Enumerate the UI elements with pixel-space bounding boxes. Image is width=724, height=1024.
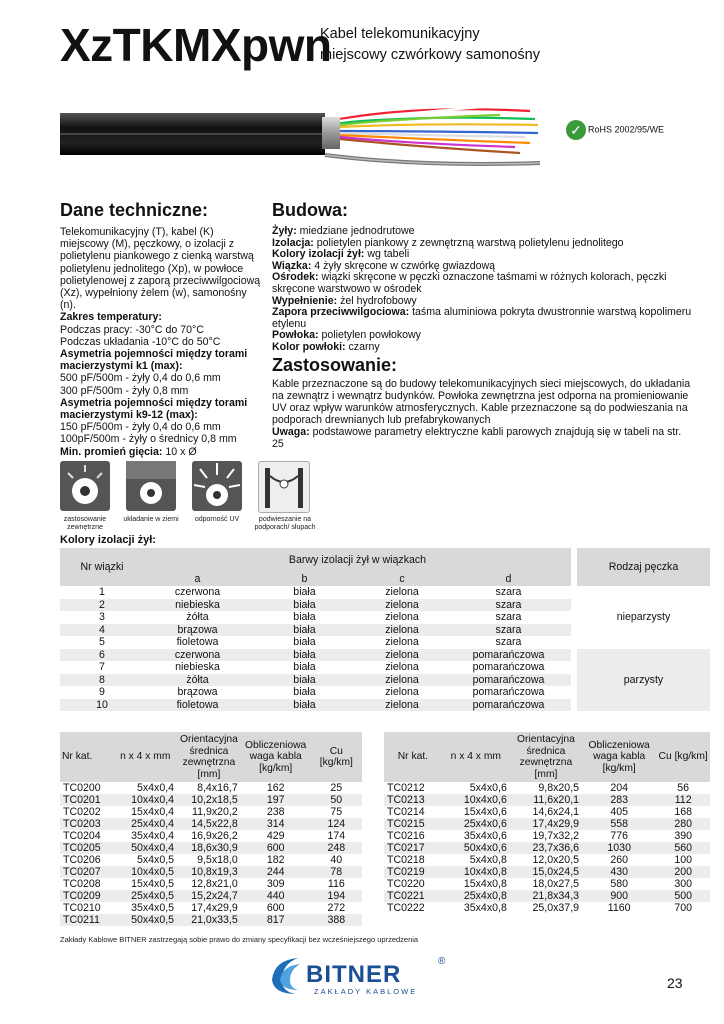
- cell-cu: 75: [330, 806, 343, 818]
- table-row: [384, 866, 710, 878]
- icon-caption: układanie w ziemi: [123, 516, 179, 523]
- header-diameter: Orientacyjna średnica zewnętrzna [mm]: [510, 732, 582, 782]
- cell-nr-kat: TC0219: [384, 866, 442, 878]
- cell-weight: 182: [266, 854, 285, 866]
- header-diameter: Orientacyjna średnica zewnętrzna [mm]: [177, 732, 241, 782]
- header-nr-kat: Nr kat.: [384, 732, 442, 782]
- cell-diameter: 15,0x24,5: [510, 866, 582, 878]
- table-row: [60, 830, 362, 842]
- pole-suspension-icon: [258, 461, 310, 513]
- dane-line: 500 pF/500m - żyły 0,4 do 0,6 mm: [60, 372, 221, 385]
- cell-diameter: 12,8x21,0: [191, 878, 238, 890]
- cell-size: 35x4x0,4: [131, 830, 175, 842]
- cell-cu: 200: [656, 866, 710, 878]
- budowa-text: [272, 226, 692, 354]
- cell-weight: 238: [266, 806, 285, 818]
- header-col-c: c: [358, 573, 446, 586]
- table-row: [60, 902, 362, 914]
- cell-size: 25x4x0,8: [442, 890, 510, 902]
- cell-nr-kat: TC0200: [63, 782, 101, 794]
- budowa-line: Kolor powłoki: czarny: [272, 340, 380, 353]
- budowa-line: Powłoka: polietylen powłokowy: [272, 329, 421, 342]
- cell-cu: 390: [674, 830, 692, 842]
- cell-weight: 309: [266, 878, 285, 890]
- cell-nr-kat: TC0205: [60, 842, 113, 854]
- cell-weight: 283: [582, 794, 656, 806]
- table-row: 7 niebieska biała zielona pomarańczowa: [99, 661, 545, 673]
- table-row: [60, 806, 362, 818]
- colors-table: [60, 548, 710, 711]
- budowa-line: Żyły: miedziane jednodrutowe: [272, 225, 415, 237]
- cell-size: 10x4x0,6: [442, 794, 510, 806]
- spec-table-left: [60, 732, 362, 926]
- header-barwy: Barwy izolacji żył w wiązkach: [144, 548, 571, 573]
- dane-line: Min. promień gięcia: 10 x Ø: [60, 445, 197, 458]
- table-row: 5 fioletowa biała zielona szara: [99, 636, 522, 648]
- table-row: [384, 830, 710, 842]
- cell-cu: 280: [656, 818, 710, 830]
- spec-table-right: [384, 732, 710, 914]
- cell-diameter: 15,2x24,7: [177, 890, 241, 902]
- table-header-row: [60, 732, 362, 782]
- header-cu: Cu [kg/km]: [311, 732, 362, 782]
- bitner-logo: [268, 950, 458, 1000]
- cell-size: 35x4x0,5: [131, 902, 175, 914]
- cell-size: 10x4x0,8: [442, 866, 510, 878]
- cell-diameter: 25,0x37,9: [532, 902, 580, 914]
- table-row: [384, 818, 710, 830]
- cell-nr-kat: TC0222: [387, 902, 425, 914]
- cell-nr-kat: TC0221: [384, 890, 442, 902]
- table-row: 9 brązowa biała zielona pomarańczowa: [99, 686, 545, 698]
- budowa-heading: Budowa:: [272, 200, 348, 220]
- table-row: 10 fioletowa biała zielona pomarańczowa: [60, 699, 710, 712]
- header-rodzaj: Rodzaj pęczka: [577, 548, 710, 586]
- cell-size: 15x4x0,6: [463, 806, 507, 818]
- cell-weight: 314: [241, 818, 311, 830]
- table-row: [60, 782, 362, 794]
- cell-cu: 56: [677, 782, 690, 794]
- cell-diameter: 10,2x18,5: [177, 794, 241, 806]
- cell-size: 5x4x0,5: [136, 854, 175, 866]
- cell-nr-kat: TC0218: [387, 854, 425, 866]
- dane-line: Zakres temperatury:: [60, 311, 162, 324]
- cell-nr-kat: TC0209: [60, 890, 113, 902]
- zastosowanie-text: [272, 378, 692, 450]
- table-row: 3 żółta biała zielona szara: [99, 611, 522, 623]
- table-row: [60, 890, 362, 902]
- cell-diameter: 9,8x20,5: [538, 782, 580, 794]
- cell-weight: 900: [582, 890, 656, 902]
- cell-size: 15x4x0,4: [131, 806, 175, 818]
- cell-size: 25x4x0,6: [442, 818, 510, 830]
- budowa-line: Ośrodek: wiązki skręcone w pęczki oznaczone taśmami w różnych kolorach, pęczki skręcone warstwowo w ośrodek: [272, 271, 667, 295]
- logo-registered: ®: [438, 956, 446, 967]
- cell-diameter: 19,7x32,2: [532, 830, 580, 842]
- cell-size: 10x4x0,4: [113, 794, 177, 806]
- cell-diameter: 14,6x24,1: [532, 806, 580, 818]
- group-parzysty: parzysty: [577, 649, 710, 712]
- cell-cu: 560: [656, 842, 710, 854]
- cell-cu: 40: [330, 854, 343, 866]
- cell-cu: 500: [656, 890, 710, 902]
- footnote: Zakłady Kablowe BITNER zastrzegają sobie prawo do zmiany specyfikacji bez wcześniejszego uprzedzenia: [60, 935, 419, 944]
- cell-cu: 194: [311, 890, 362, 902]
- uwaga-line: Uwaga: podstawowe parametry elektryczne kabli parowych znajdują się w tabeli na str. 25: [272, 426, 682, 450]
- cell-diameter: 16,9x26,2: [191, 830, 238, 842]
- cell-weight: 405: [610, 806, 629, 818]
- dane-line: Asymetria pojemności między torami macierzystymi k1 (max):: [60, 348, 248, 373]
- product-title: XzTKMXpwn: [60, 19, 332, 71]
- budowa-line: Izolacja: polietylen piankowy z zewnętrzną warstwą polietylenu jednolitego: [272, 236, 624, 249]
- header-col-d: d: [446, 573, 571, 586]
- cell-weight: 162: [266, 782, 285, 794]
- cell-cu: 50: [311, 794, 362, 806]
- cell-weight: 817: [241, 914, 311, 926]
- table-row: [384, 842, 710, 854]
- cell-nr-kat: TC0203: [60, 818, 113, 830]
- cell-nr-kat: TC0201: [60, 794, 113, 806]
- cell-diameter: 12,0x20,5: [532, 854, 580, 866]
- table-header-row: [60, 548, 710, 573]
- table-row: [384, 794, 710, 806]
- outdoor-use-icon: [60, 461, 110, 511]
- cell-diameter: 8,4x16,7: [197, 782, 238, 794]
- cell-cu: 112: [656, 794, 710, 806]
- cell-cu: 174: [327, 830, 346, 842]
- cell-size: 5x4x0,8: [469, 854, 507, 866]
- zastosowanie-heading: Zastosowanie:: [272, 355, 398, 375]
- cell-size: 35x4x0,6: [463, 830, 507, 842]
- cell-cu: 248: [311, 842, 362, 854]
- cell-weight: 580: [610, 878, 629, 890]
- table-row: [384, 782, 710, 794]
- subtitle-line-1: Kabel telekomunikacyjny: [320, 26, 480, 42]
- cable-photo: [60, 75, 540, 185]
- table-row: 1 czerwona biała zielona szara nieparzysty: [60, 586, 710, 599]
- cell-nr-kat: TC0213: [384, 794, 442, 806]
- cell-diameter: 21,0x33,5: [177, 914, 241, 926]
- zastosowanie-body: Kable przeznaczone są do budowy telekomunikacyjnych sieci miejscowych, do układania na zewnątrz i wewnątrz budynków. Powłoka zewnętrzna jest odporna na promieniowanie UV oraz wpływ warunków atmosferycznych. Kable przeznaczone są do podwieszania na podporach drewnianych lub prefabrykowanych: [272, 378, 691, 426]
- table-row: [384, 878, 710, 890]
- cell-nr-kat: TC0202: [63, 806, 101, 818]
- cell-nr-kat: TC0207: [60, 866, 113, 878]
- subtitle-line-2: miejscowy czwórkowy samonośny: [320, 47, 540, 63]
- spec-table-right-body: [384, 782, 710, 914]
- rohs-label: RoHS 2002/95/WE: [588, 124, 665, 135]
- cell-size: 50x4x0,4: [113, 842, 177, 854]
- cell-nr-kat: TC0206: [63, 854, 101, 866]
- kolory-heading: Kolory izolacji żył:: [60, 534, 156, 546]
- cell-cu: 25: [330, 782, 343, 794]
- cell-cu: 388: [311, 914, 362, 926]
- dane-line: 150 pF/500m - żyły 0,4 do 0,6 mm: [60, 421, 221, 434]
- cell-size: 50x4x0,5: [113, 914, 177, 926]
- dane-line: Asymetria pojemności między torami macierzystymi k9-12 (max):: [60, 396, 248, 422]
- cell-nr-kat: TC0216: [387, 830, 425, 842]
- cell-nr-kat: TC0214: [387, 806, 425, 818]
- cell-diameter: 10,8x19,3: [177, 866, 241, 878]
- table-row: [384, 902, 710, 914]
- cell-size: 25x4x0,4: [113, 818, 177, 830]
- cell-nr-kat: TC0204: [63, 830, 101, 842]
- cell-cu: 100: [674, 854, 692, 866]
- cell-cu: 78: [311, 866, 362, 878]
- cell-diameter: 21,8x34,3: [510, 890, 582, 902]
- table-row: [60, 842, 362, 854]
- table-row: [384, 890, 710, 902]
- table-row: [60, 854, 362, 866]
- cell-weight: 260: [610, 854, 629, 866]
- logo-brand: BITNER: [306, 961, 402, 988]
- header-col-a: a: [144, 573, 251, 586]
- cell-size: 15x4x0,5: [131, 878, 175, 890]
- cell-nr-kat: TC0211: [60, 914, 113, 926]
- header-weight: Obliczeniowa waga kabla [kg/km]: [241, 732, 311, 782]
- dane-techniczne-heading: Dane techniczne:: [60, 200, 209, 220]
- dane-line: 300 pF/500m - żyły 0,8 mm: [60, 384, 189, 397]
- header-nr-wiazki: Nr wiązki: [60, 548, 144, 586]
- budowa-line: Wypełnienie: żel hydrofobowy: [272, 294, 417, 307]
- rohs-badge: [566, 120, 664, 140]
- cell-weight: 1160: [607, 902, 631, 914]
- cell-diameter: 14,5x22,8: [177, 818, 241, 830]
- table-row: [384, 806, 710, 818]
- cell-weight: 1030: [582, 842, 656, 854]
- header-weight: Obliczeniowa waga kabla [kg/km]: [582, 732, 656, 782]
- table-row: [60, 818, 362, 830]
- table-row: [60, 866, 362, 878]
- header-nr-kat: Nr kat.: [60, 732, 113, 782]
- cell-diameter: 23,7x36,6: [510, 842, 582, 854]
- cell-weight: 600: [241, 842, 311, 854]
- page-number: 23: [667, 975, 683, 991]
- cell-nr-kat: TC0220: [387, 878, 425, 890]
- logo-tagline: ZAKŁADY KABLOWE: [314, 987, 418, 996]
- icon-caption: zastosowanie zewnętrzne: [63, 516, 107, 531]
- dane-line: Telekomunikacyjny (T), kabel (K) miejscowy (M), pęczkowy, o izolacji z polietylenu piankowego z cienką warstwą polietylenu jednolitego (Xp), w powłoce polietylenowej z zaporą przeciwwilgociową (Xz), wypełniony żelem (w), samonośny (n).: [60, 226, 261, 312]
- table-row: 4 brązowa biała zielona szara: [60, 624, 710, 637]
- cell-nr-kat: TC0208: [63, 878, 101, 890]
- cell-diameter: 9,5x18,0: [197, 854, 238, 866]
- cell-weight: 558: [582, 818, 656, 830]
- budowa-line: Wiązka: 4 żyły skręcone w czwórkę gwiazdową: [272, 259, 496, 272]
- cell-nr-kat: TC0217: [384, 842, 442, 854]
- table-row: 2 niebieska biała zielona szara: [60, 599, 710, 612]
- cell-nr-kat: TC0212: [387, 782, 425, 794]
- cell-diameter: 17,4x29,9: [191, 902, 238, 914]
- cell-weight: 197: [241, 794, 311, 806]
- table-row: [60, 914, 362, 926]
- header-size: n x 4 x mm: [442, 732, 510, 782]
- table-row: 8 żółta biała zielona pomarańczowa: [60, 674, 710, 687]
- cell-cu: 300: [674, 878, 692, 890]
- cell-weight: 440: [241, 890, 311, 902]
- cell-size: 25x4x0,5: [113, 890, 177, 902]
- cell-weight: 244: [241, 866, 311, 878]
- table-row: [384, 854, 710, 866]
- cell-diameter: 18,6x30,9: [177, 842, 241, 854]
- product-subtitle: [320, 24, 540, 66]
- cell-cu: 116: [327, 878, 345, 890]
- icon-caption: odporność UV: [194, 516, 240, 523]
- cell-cu: 700: [674, 902, 692, 914]
- dane-line: Podczas układania -10°C do 50°C: [60, 335, 221, 348]
- cell-diameter: 11,6x20,1: [510, 794, 582, 806]
- table-header-row: [384, 732, 710, 782]
- underground-laying-icon: [126, 461, 176, 511]
- rohs-check-icon: ✓: [566, 120, 586, 140]
- cell-nr-kat: TC0215: [384, 818, 442, 830]
- cell-weight: 776: [610, 830, 629, 842]
- cell-size: 5x4x0,4: [136, 782, 175, 794]
- cell-cu: 272: [327, 902, 346, 914]
- table-row: [60, 878, 362, 890]
- dane-line: 100pF/500m - żyły o średnicy 0,8 mm: [60, 433, 237, 446]
- cell-cu: 168: [674, 806, 692, 818]
- cell-size: 10x4x0,5: [113, 866, 177, 878]
- cell-diameter: 11,9x20,2: [192, 806, 238, 818]
- budowa-line: Zapora przeciwwilgociowa: taśma aluminiowa pokryta dwustronnie warstwą kopolimeru etylenu: [272, 306, 692, 330]
- cell-nr-kat: TC0210: [63, 902, 101, 914]
- cell-weight: 204: [610, 782, 629, 794]
- spec-table-left-body: [60, 782, 362, 926]
- header-cu: Cu [kg/km]: [656, 732, 710, 782]
- cell-size: 15x4x0,8: [463, 878, 507, 890]
- cell-size: 50x4x0,6: [442, 842, 510, 854]
- dane-line: Podczas pracy: -30°C do 70°C: [60, 323, 204, 336]
- cell-weight: 430: [582, 866, 656, 878]
- dane-techniczne-text: [60, 226, 265, 458]
- table-row: 6 czerwona biała zielona pomarańczowa parzysty: [60, 649, 710, 662]
- table-row: [60, 794, 362, 806]
- group-nieparzysty: nieparzysty: [616, 611, 671, 623]
- cell-cu: 124: [311, 818, 362, 830]
- budowa-line: Kolory izolacji żył: wg tabeli: [272, 248, 410, 261]
- uv-resistance-icon: [192, 461, 242, 511]
- cell-weight: 429: [266, 830, 285, 842]
- icon-caption: podwieszanie na podporach/ słupach: [254, 516, 316, 531]
- cell-diameter: 17,4x29,9: [510, 818, 582, 830]
- cell-weight: 600: [266, 902, 285, 914]
- cell-size: 5x4x0,6: [469, 782, 507, 794]
- cell-diameter: 18,0x27,5: [532, 878, 580, 890]
- cell-size: 35x4x0,8: [463, 902, 507, 914]
- header-col-b: b: [251, 573, 358, 586]
- header-size: n x 4 x mm: [113, 732, 177, 782]
